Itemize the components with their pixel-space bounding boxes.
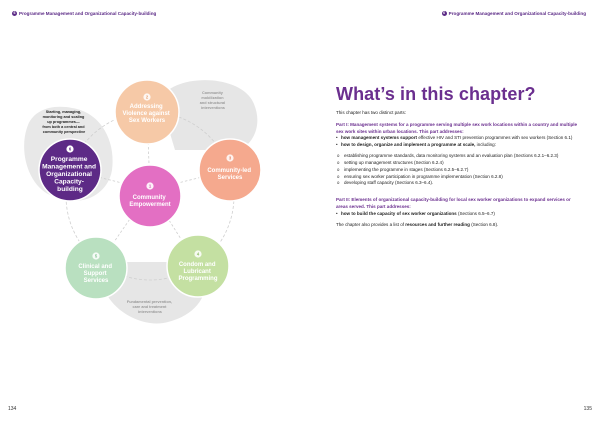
circle-4-number: 4: [196, 251, 200, 257]
part-1-subitem: o developing staff capacity (Sections 6.3–6.4).: [336, 180, 582, 187]
part-1-subitem: o ensuring sex worker participation in programme implementation (Section 6.2.8): [336, 174, 582, 181]
circle-6-number: 6: [68, 146, 72, 152]
page-number-right: 135: [583, 406, 592, 412]
chapter-summary: [336, 110, 582, 233]
part-1-subitem: o implementing the programme in stages (Sections 6.2.5–6.2.7): [336, 167, 582, 174]
running-header-text: Programme Management and Organizational Capacity-building: [19, 11, 157, 16]
circle-condom-lubricant: [167, 235, 229, 297]
circle-1-number: 1: [148, 183, 152, 189]
part-1-bullet-2: • how to design, organize and implement a programme at scale, including:: [336, 142, 582, 149]
page-number-left: 134: [8, 406, 17, 412]
part-1-bullet-1: • how management systems support effective HIV and STI prevention programmes with sex workers (Section 6.1): [336, 135, 582, 142]
running-header-right: [442, 11, 586, 16]
part-1-bullets: [336, 135, 582, 149]
note-fundamental-prevention: Fundamental prevention, care and treatment interventions: [126, 300, 173, 314]
circle-community-empowerment: [119, 165, 181, 227]
circle-3-number: 3: [228, 155, 232, 161]
part-1-subitems: [336, 153, 582, 187]
part-1-subitem: o establishing programme standards, data monitoring systems and an evaluation plan (Sections 6.2.1–6.2.3): [336, 153, 582, 160]
circle-1-label: Community Empowerment: [129, 195, 171, 208]
part-1-subitem: o setting up management structures (Section 6.2.4): [336, 160, 582, 167]
chapter-number-badge: 6: [13, 10, 16, 15]
circle-community-led-services: [199, 139, 261, 201]
circle-3-label: Community-led Services: [207, 168, 251, 181]
circle-2-label: Addressing Violence against Sex Workers: [122, 104, 170, 124]
circle-5-label: Clinical and Support Services: [78, 264, 113, 284]
closing-text: The chapter also provides a list of resources and further reading (Section 6.8).: [336, 221, 499, 227]
circle-2-number: 2: [145, 94, 149, 100]
note-starting-managing: Starting, managing, monitoring and scaling up programmes— from both a central and community perspective: [42, 110, 86, 134]
running-header-text: Programme Management and Organizational Capacity-building: [448, 11, 586, 16]
right-page: [300, 0, 600, 424]
part-2-bullets: [336, 211, 582, 218]
intro-text: This chapter has two distinct parts:: [336, 110, 407, 115]
part-2-heading: Part II: Elements of organizational capacity-building for local sex worker organizations to expand services or areas served. This part addresses:: [336, 197, 571, 209]
note-community-mobilization: Community mobilization and structural interventions: [199, 91, 226, 110]
part-2-bullet-1: • how to build the capacity of sex worker organizations (Sections 6.5–6.7): [336, 211, 582, 218]
page-title: What’s in this chapter?: [336, 84, 536, 104]
part-1-heading: Part I: Management systems for a programme serving multiple sex work locations within a country and multiple sex work sites within urban locations. This part addresses:: [336, 121, 578, 134]
circle-addressing-violence: [115, 80, 179, 144]
circle-6-label: Programme Management and Organizational Capacity- building: [42, 156, 97, 193]
circle-clinical-support: [65, 237, 127, 299]
circle-5-number: 5: [94, 253, 98, 259]
circle-4-label: Condom and Lubricant Programming: [178, 262, 218, 282]
circle-programme-management: [39, 139, 101, 201]
chapter-number-badge: 6: [443, 10, 446, 15]
